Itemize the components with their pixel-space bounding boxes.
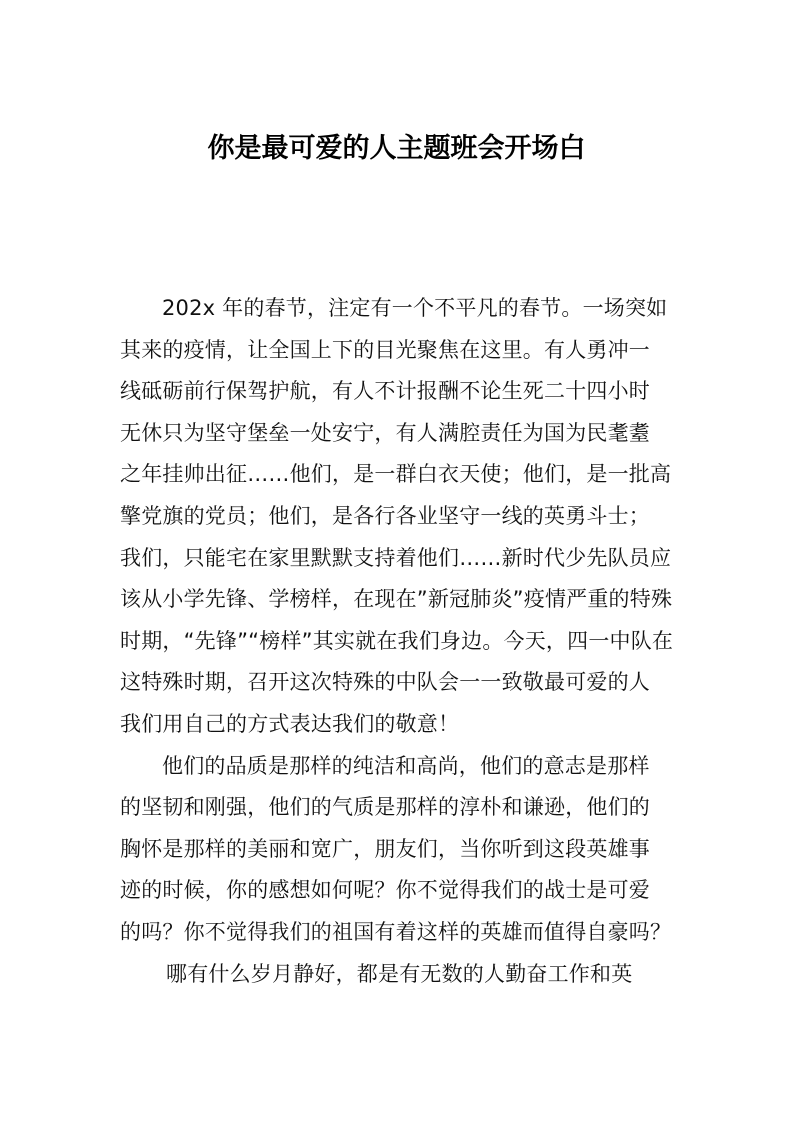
paragraph-line: 他们的品质是那样的纯洁和高尚，他们的意志是那样 (162, 753, 650, 778)
paragraph-line: 胸怀是那样的美丽和宽广，朋友们，当你听到这段英雄事 (120, 836, 650, 861)
paragraph-1 (120, 290, 680, 748)
document-title: 你是最可爱的人主题班会开场白 (207, 133, 586, 164)
paragraph-line: 我们用自己的方式表达我们的敬意！ (120, 711, 460, 736)
paragraph-line: 之年挂帅出征……他们，是一群白衣天使；他们，是一批高 (120, 462, 672, 487)
paragraph-line: 迹的时候，你的感想如何呢？你不觉得我们的战士是可爱 (120, 878, 650, 903)
paragraph-line: 202x 年的春节，注定有一个不平凡的春节。一场突如 (162, 296, 668, 320)
paragraph-line: 擎党旗的党员；他们，是各行各业坚守一线的英勇斗士； (120, 503, 650, 528)
paragraph-line: 哪有什么岁月静好，都是有无数的人勤奋工作和英 (166, 961, 633, 986)
paragraph-line: 线砥砺前行保驾护航，有人不计报酬不论生死二十四小时 (120, 379, 650, 404)
paragraph-line: 其来的疫情，让全国上下的目光聚焦在这里。有人勇冲一 (120, 337, 650, 362)
paragraph-line: 的坚韧和刚强，他们的气质是那样的淳朴和谦逊，他们的 (120, 795, 650, 820)
paragraph-line: 无休只为坚守堡垒一处安宁，有人满腔责任为国为民耄耋 (120, 420, 650, 445)
document-body (120, 290, 680, 997)
paragraph-line: 这特殊时期，召开这次特殊的中队会一一致敬最可爱的人 (120, 670, 650, 695)
paragraph-line: 的吗？你不觉得我们的祖国有着这样的英雄而值得自豪吗？ (120, 919, 672, 944)
paragraph-line: 我们，只能宅在家里默默支持着他们……新时代少先队员应 (120, 545, 672, 570)
paragraph-line: 时期，“先锋”“榜样”其实就在我们身边。今天，四一中队在 (120, 628, 674, 653)
paragraph-2 (120, 748, 680, 956)
paragraph-line: 该从小学先锋、学榜样，在现在”新冠肺炎”疫情严重的特殊 (120, 587, 673, 612)
paragraph-3 (120, 956, 680, 998)
